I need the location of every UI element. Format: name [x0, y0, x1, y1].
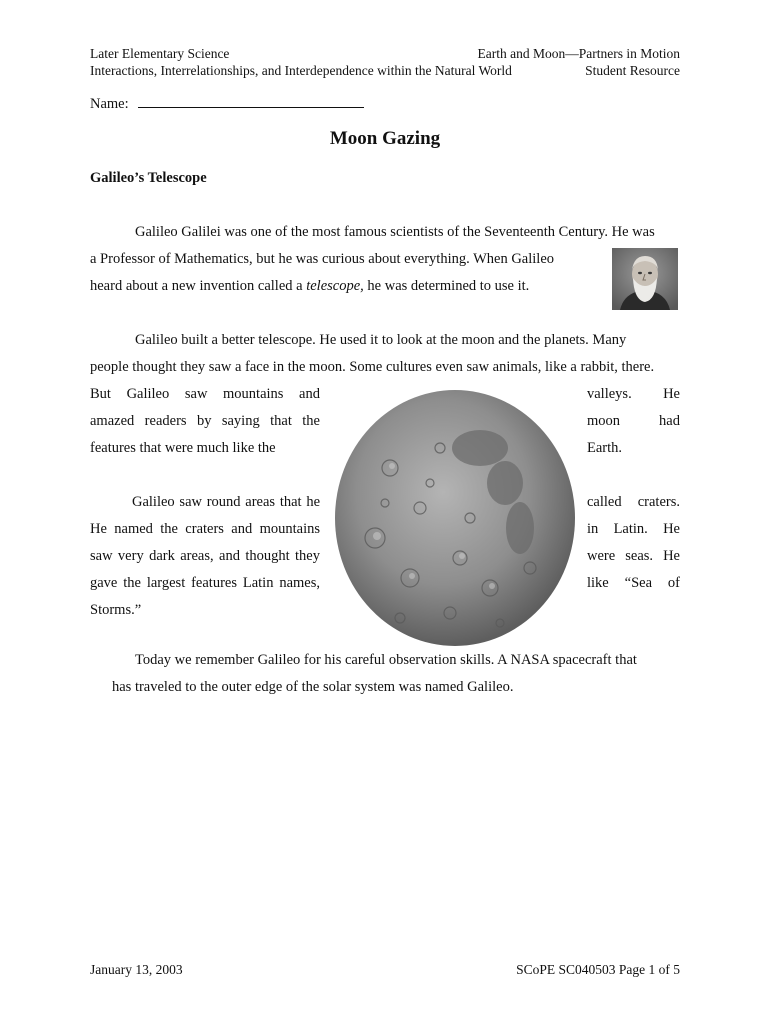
left-col-line: Storms.”	[90, 602, 142, 618]
header-course: Later Elementary Science	[90, 46, 230, 61]
galileo-portrait-image	[612, 248, 678, 310]
para1-line3: heard about a new invention called a telescope, he was determined to use it.	[90, 278, 530, 294]
name-label: Name:	[90, 96, 129, 112]
right-col-line: were seas. He	[587, 548, 680, 564]
right-col-line: like “Sea of	[587, 575, 680, 591]
name-row	[90, 93, 364, 113]
left-col-line: He named the craters and mountains	[90, 521, 320, 537]
left-text-column	[90, 381, 320, 624]
header-resource-type: Student Resource	[585, 63, 680, 78]
paragraph-3	[90, 647, 680, 701]
left-col-line: gave the largest features Latin names,	[90, 575, 320, 591]
para2-line1: Galileo built a better telescope. He used it to look at the moon and the planets. Many	[135, 332, 627, 348]
right-col-line: called craters.	[587, 494, 680, 510]
para3-line2: has traveled to the outer edge of the solar system was named Galileo.	[112, 679, 514, 695]
header-line-1	[90, 45, 680, 62]
paragraph-1	[90, 219, 680, 300]
para1-line2: a Professor of Mathematics, but he was curious about everything. When Galileo	[90, 251, 555, 267]
section-heading: Galileo’s Telescope	[90, 170, 207, 186]
para3-line1: Today we remember Galileo for his careful observation skills. A NASA spacecraft that	[135, 652, 637, 668]
left-col-line	[90, 462, 320, 489]
header-unit: Earth and Moon—Partners in Motion	[477, 46, 680, 61]
right-col-line	[587, 462, 680, 489]
left-col-line: Galileo saw round areas that he	[132, 494, 320, 510]
right-col-line: moon had	[587, 413, 680, 429]
name-blank-line[interactable]	[138, 93, 364, 108]
left-col-line: amazed readers by saying that the	[90, 413, 320, 429]
page-title: Moon Gazing	[329, 128, 441, 149]
right-col-line: in Latin. He	[587, 521, 680, 537]
right-col-line: Earth.	[587, 440, 623, 456]
para1-line1: Galileo Galilei was one of the most famous scientists of the Seventeenth Century. He was	[135, 224, 655, 240]
para2-line2: people thought they saw a face in the moon. Some cultures even saw animals, like a rabbit, there.	[90, 359, 655, 375]
telescope-term: telescope,	[306, 278, 364, 294]
moon-image	[330, 388, 580, 648]
left-col-line: saw very dark areas, and thought they	[90, 548, 320, 564]
header-theme: Interactions, Interrelationships, and Interdependence within the Natural World	[90, 63, 512, 78]
footer	[90, 962, 680, 978]
left-col-line: features that were much like the	[90, 440, 276, 456]
footer-date: January 13, 2003	[90, 962, 183, 977]
footer-page-number: SCoPE SC040503 Page 1 of 5	[516, 962, 680, 977]
paragraph-2	[90, 327, 680, 381]
right-text-column	[587, 381, 680, 597]
header-line-2	[90, 62, 680, 79]
left-col-line: But Galileo saw mountains and	[90, 386, 320, 402]
right-col-line: valleys. He	[587, 386, 680, 402]
